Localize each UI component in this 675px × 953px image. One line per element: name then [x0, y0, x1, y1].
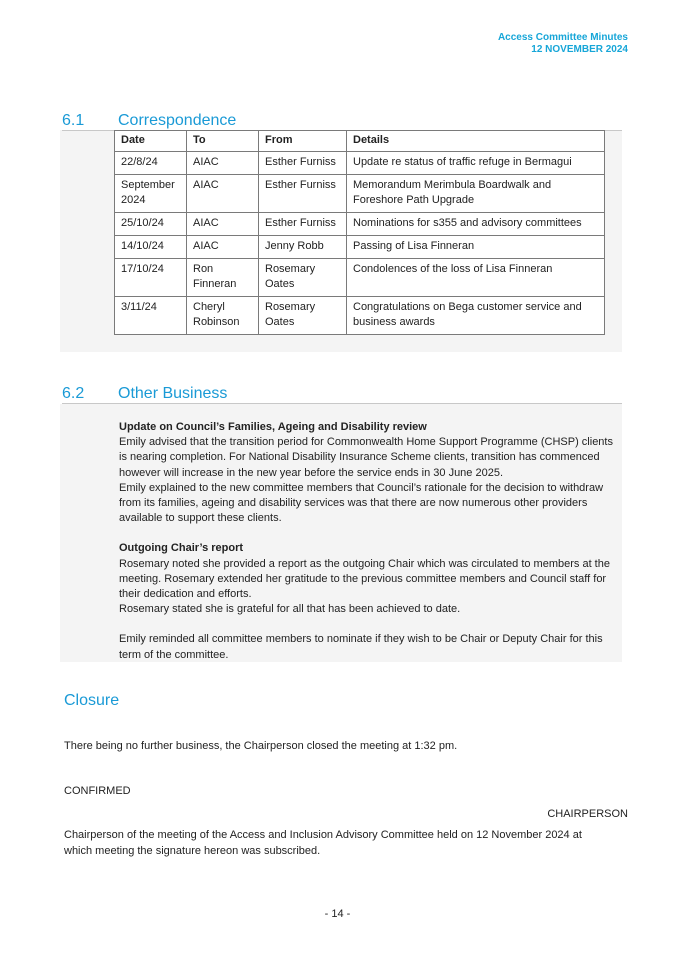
cell-details: Congratulations on Bega customer service and business awards — [347, 297, 605, 335]
cell-from: Esther Furniss — [259, 213, 347, 236]
section-number: 6.2 — [62, 385, 85, 402]
subheading-fad-review: Update on Council’s Families, Ageing and Disability review — [119, 421, 427, 433]
section-heading-correspondence — [62, 111, 622, 131]
table-row — [115, 259, 605, 297]
cell-details: Condolences of the loss of Lisa Finneran — [347, 259, 605, 297]
header-date: 12 NOVEMBER 2024 — [531, 44, 628, 55]
column-header: From — [259, 131, 347, 152]
chairperson-label: CHAIRPERSON — [547, 808, 628, 820]
cell-date: 22/8/24 — [115, 152, 187, 175]
cell-to: AIAC — [187, 236, 259, 259]
paragraph: Emily advised that the transition period for Commonwealth Home Support Programme (CHSP) clients is nearing completion. For National Disability Insurance Scheme clients, transition has commenced however will increase in the new year before the service ends in 30 June 2025. — [119, 436, 613, 479]
confirmed-label: CONFIRMED — [64, 785, 131, 797]
page-number: - 14 - — [324, 908, 351, 920]
column-header: Details — [347, 131, 605, 152]
correspondence-table — [114, 130, 605, 335]
cell-to: AIAC — [187, 175, 259, 213]
cell-to: AIAC — [187, 152, 259, 175]
header-title: Access Committee Minutes — [497, 32, 628, 43]
paragraph: Emily reminded all committee members to nominate if they wish to be Chair or Deputy Chair for this term of the committee. — [119, 633, 603, 661]
cell-to: Ron Finneran — [187, 259, 259, 297]
cell-from: Jenny Robb — [259, 236, 347, 259]
cell-details: Update re status of traffic refuge in Bermagui — [347, 152, 605, 175]
other-business-content — [119, 420, 619, 663]
table-row — [115, 236, 605, 259]
section-heading-other-business — [62, 384, 622, 404]
table-row — [115, 297, 605, 335]
cell-from: Rosemary Oates — [259, 297, 347, 335]
cell-to: AIAC — [187, 213, 259, 236]
cell-date: 25/10/24 — [115, 213, 187, 236]
section-number: 6.1 — [62, 112, 85, 129]
column-header: To — [187, 131, 259, 152]
table-row — [115, 152, 605, 175]
page-header — [498, 32, 628, 56]
cell-to: Cheryl Robinson — [187, 297, 259, 335]
cell-from: Esther Furniss — [259, 152, 347, 175]
table-row — [115, 213, 605, 236]
cell-date: 3/11/24 — [115, 297, 187, 335]
table-row — [115, 175, 605, 213]
closure-text: There being no further business, the Chairperson closed the meeting at 1:32 pm. — [64, 740, 458, 752]
table-header-row — [115, 131, 605, 152]
closure-heading: Closure — [64, 692, 120, 709]
cell-details: Nominations for s355 and advisory committees — [347, 213, 605, 236]
paragraph: Emily explained to the new committee members that Council’s rationale for the decision to withdraw from its families, ageing and disability services was that there are now numerous other providers available to support these clients. — [119, 481, 604, 525]
subheading-outgoing-chair: Outgoing Chair’s report — [119, 542, 244, 555]
section-title: Correspondence — [118, 112, 237, 129]
cell-details: Passing of Lisa Finneran — [347, 236, 605, 259]
cell-from: Rosemary Oates — [259, 259, 347, 297]
cell-date: September 2024 — [115, 175, 187, 213]
cell-date: 17/10/24 — [115, 259, 187, 297]
paragraph: Rosemary stated she is grateful for all that has been achieved to date. — [119, 603, 461, 616]
column-header: Date — [115, 131, 187, 152]
section-title: Other Business — [118, 385, 228, 402]
cell-from: Esther Furniss — [259, 175, 347, 213]
paragraph: Rosemary noted she provided a report as the outgoing Chair which was circulated to members at the meeting. Rosemary extended her gratitude to the previous committee members and Council staff for their dedication and efforts. — [119, 557, 610, 601]
signature-statement: Chairperson of the meeting of the Access and Inclusion Advisory Committee held on 12 November 2024 at which meeting the signature hereon was subscribed. — [64, 829, 582, 857]
cell-date: 14/10/24 — [115, 236, 187, 259]
cell-details: Memorandum Merimbula Boardwalk and Foreshore Path Upgrade — [347, 175, 605, 213]
